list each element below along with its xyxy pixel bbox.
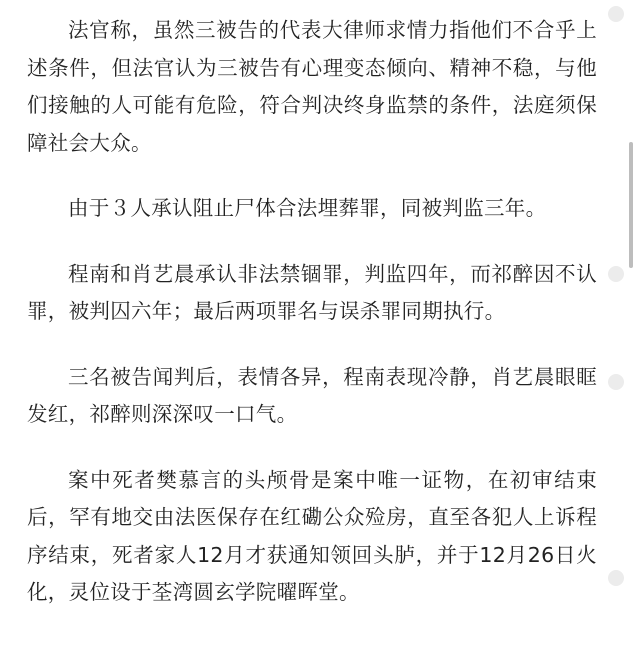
side-dot-3	[608, 374, 624, 390]
scrollbar-thumb[interactable]	[629, 142, 633, 268]
side-dot-2	[608, 266, 624, 282]
article-body	[27, 12, 597, 612]
paragraph-2: 由于３人承认阻止尸体合法埋葬罪，同被判监三年。	[68, 196, 547, 220]
paragraph-1: 法官称，虽然三被告的代表大律师求情力指他们不合乎上述条件，但法官认为三被告有心理变态倾向、精神不稳，与他们接触的人可能有危险，符合判决终身监禁的条件，法庭须保障社会大众。	[27, 18, 597, 155]
side-dot-4	[608, 570, 624, 586]
side-dot-1	[608, 6, 624, 22]
paragraph-5: 案中死者樊慕言的头颅骨是案中唯一证物，在初审结束后，罕有地交由法医保存在红磡公众殓房，直至各犯人上诉程序结束，死者家人12月才获通知领回头胪，并于12月26日火化，灵位设于荃湾圆玄学院曜晖堂。	[27, 467, 597, 604]
paragraph-4: 三名被告闻判后，表情各异，程南表现冷静，肖艺晨眼眶发红，祁醉则深深叹一口气。	[27, 364, 597, 426]
paragraph-3: 程南和肖艺晨承认非法禁锢罪，判监四年，而祁醉因不认罪，被判囚六年；最后两项罪名与误杀罪同期执行。	[27, 261, 597, 323]
